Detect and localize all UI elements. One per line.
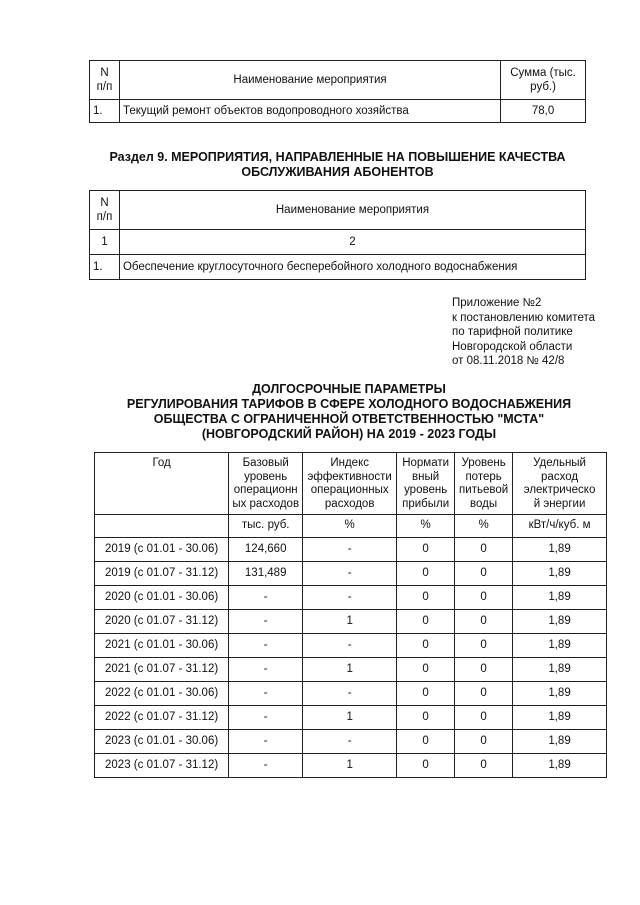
- cell-profit: 0: [397, 562, 455, 586]
- cell-index: -: [303, 682, 397, 706]
- cell-name: Текущий ремонт объектов водопроводного хозяйства: [119, 100, 500, 123]
- cell-index: 1: [303, 754, 397, 778]
- cell-year: 2023 (с 01.07 - 31.12): [95, 754, 229, 778]
- cell-loss: 0: [455, 634, 513, 658]
- params-title-line1: ДОЛГОСРОЧНЫЕ ПАРАМЕТРЫ: [252, 382, 446, 396]
- unit-base: тыс. руб.: [229, 515, 303, 538]
- cell-energy: 1,89: [513, 658, 607, 682]
- cell-energy: 1,89: [513, 730, 607, 754]
- cell-base: -: [229, 634, 303, 658]
- annex-line: от 08.11.2018 № 42/8: [452, 355, 565, 367]
- cell-energy: 1,89: [513, 562, 607, 586]
- cell-energy: 1,89: [513, 538, 607, 562]
- index-row: [90, 230, 586, 255]
- col-header-year: Год: [95, 453, 229, 515]
- cell-loss: 0: [455, 730, 513, 754]
- cell-year: 2020 (с 01.01 - 30.06): [95, 586, 229, 610]
- cell-year: 2022 (с 01.07 - 31.12): [95, 706, 229, 730]
- params-header-row: [95, 453, 607, 515]
- cell-profit: 0: [397, 610, 455, 634]
- cell-profit: 0: [397, 658, 455, 682]
- cell-name: Обеспечение круглосуточного бесперебойного холодного водоснабжения: [119, 255, 585, 280]
- section9-table: [89, 190, 586, 280]
- col-header-loss: Уровень потерь питьевой воды: [455, 453, 513, 515]
- params-title-line2: РЕГУЛИРОВАНИЯ ТАРИФОВ В СФЕРЕ ХОЛОДНОГО ВОДОСНАБЖЕНИЯ: [126, 397, 572, 411]
- cell-base: -: [229, 610, 303, 634]
- table-row: [95, 538, 607, 562]
- col-header-num: N п/п: [90, 61, 120, 100]
- section9-title: [89, 150, 586, 180]
- col-header-name: Наименование мероприятия: [119, 191, 585, 230]
- cell-base: -: [229, 754, 303, 778]
- col-header-index: Индекс эффективности операционных расходов: [303, 453, 397, 515]
- cell-profit: 0: [397, 754, 455, 778]
- cell-year: 2023 (с 01.01 - 30.06): [95, 730, 229, 754]
- table-row: [90, 100, 586, 123]
- params-title-line3: ОБЩЕСТВА С ОГРАНИЧЕННОЙ ОТВЕТСТВЕННОСТЬЮ "МСТА": [153, 412, 545, 426]
- index-cell-1: 1: [90, 230, 120, 255]
- cell-loss: 0: [455, 682, 513, 706]
- cell-energy: 1,89: [513, 586, 607, 610]
- cell-index: 1: [303, 610, 397, 634]
- section9-title-line1: Раздел 9. МЕРОПРИЯТИЯ, НАПРАВЛЕННЫЕ НА ПОВЫШЕНИЕ КАЧЕСТВА: [109, 150, 566, 164]
- cell-num: 1.: [90, 100, 120, 123]
- unit-loss: %: [455, 515, 513, 538]
- cell-profit: 0: [397, 538, 455, 562]
- cell-year: 2019 (с 01.07 - 31.12): [95, 562, 229, 586]
- annex-line: к постановлению комитета: [452, 311, 595, 324]
- unit-energy: кВт/ч/куб. м: [513, 515, 607, 538]
- cell-energy: 1,89: [513, 706, 607, 730]
- cell-index: -: [303, 562, 397, 586]
- unit-profit: %: [397, 515, 455, 538]
- cell-loss: 0: [455, 658, 513, 682]
- table-row: [95, 730, 607, 754]
- units-row: [95, 515, 607, 538]
- cell-year: 2019 (с 01.01 - 30.06): [95, 538, 229, 562]
- cell-year: 2020 (с 01.07 - 31.12): [95, 610, 229, 634]
- unit-index: %: [303, 515, 397, 538]
- cell-num: 1.: [90, 255, 120, 280]
- table-row: [95, 682, 607, 706]
- cell-energy: 1,89: [513, 610, 607, 634]
- cell-index: -: [303, 730, 397, 754]
- index-cell-2: 2: [119, 230, 585, 255]
- cell-base: -: [229, 682, 303, 706]
- table-row: [95, 610, 607, 634]
- cell-index: 1: [303, 658, 397, 682]
- table-row: [95, 562, 607, 586]
- col-header-name: Наименование мероприятия: [119, 61, 500, 100]
- cell-year: 2021 (с 01.07 - 31.12): [95, 658, 229, 682]
- params-title-line4: (НОВГОРОДСКИЙ РАЙОН) НА 2019 - 2023 ГОДЫ: [201, 427, 497, 441]
- col-header-num: N п/п: [90, 191, 120, 230]
- cell-base: -: [229, 706, 303, 730]
- annex-line: по тарифной политике: [452, 326, 573, 338]
- cell-index: -: [303, 538, 397, 562]
- cell-energy: 1,89: [513, 682, 607, 706]
- table-row: [95, 658, 607, 682]
- cell-base: 124,660: [229, 538, 303, 562]
- cell-base: -: [229, 730, 303, 754]
- params-table: [94, 452, 607, 778]
- measures-table: [89, 60, 586, 123]
- cell-year: 2021 (с 01.01 - 30.06): [95, 634, 229, 658]
- cell-profit: 0: [397, 634, 455, 658]
- cell-loss: 0: [455, 538, 513, 562]
- table-row: [95, 634, 607, 658]
- table-row: [95, 754, 607, 778]
- cell-index: -: [303, 586, 397, 610]
- cell-sum: 78,0: [501, 100, 586, 123]
- cell-year: 2022 (с 01.01 - 30.06): [95, 682, 229, 706]
- annex-block: [452, 296, 622, 369]
- table-row: [95, 706, 607, 730]
- annex-line: Новгородской области: [452, 340, 573, 353]
- table-row: [95, 586, 607, 610]
- params-table-body: [95, 538, 607, 778]
- cell-profit: 0: [397, 682, 455, 706]
- table-row: [90, 255, 586, 280]
- cell-energy: 1,89: [513, 754, 607, 778]
- cell-loss: 0: [455, 586, 513, 610]
- col-header-energy: Удельный расход электрическо й энергии: [513, 453, 607, 515]
- col-header-sum: Сумма (тыс. руб.): [501, 61, 586, 100]
- cell-energy: 1,89: [513, 634, 607, 658]
- cell-base: -: [229, 586, 303, 610]
- cell-loss: 0: [455, 610, 513, 634]
- unit-year: [95, 515, 229, 538]
- col-header-profit: Нормати вный уровень прибыли: [397, 453, 455, 515]
- cell-index: -: [303, 634, 397, 658]
- params-title: [89, 382, 609, 442]
- section9-title-line2: ОБСЛУЖИВАНИЯ АБОНЕНТОВ: [241, 165, 434, 179]
- cell-profit: 0: [397, 706, 455, 730]
- cell-profit: 0: [397, 730, 455, 754]
- cell-loss: 0: [455, 562, 513, 586]
- cell-loss: 0: [455, 754, 513, 778]
- cell-base: 131,489: [229, 562, 303, 586]
- cell-profit: 0: [397, 586, 455, 610]
- annex-line: Приложение №2: [452, 297, 542, 309]
- cell-loss: 0: [455, 706, 513, 730]
- col-header-base: Базовый уровень операционн ых расходов: [229, 453, 303, 515]
- cell-base: -: [229, 658, 303, 682]
- cell-index: 1: [303, 706, 397, 730]
